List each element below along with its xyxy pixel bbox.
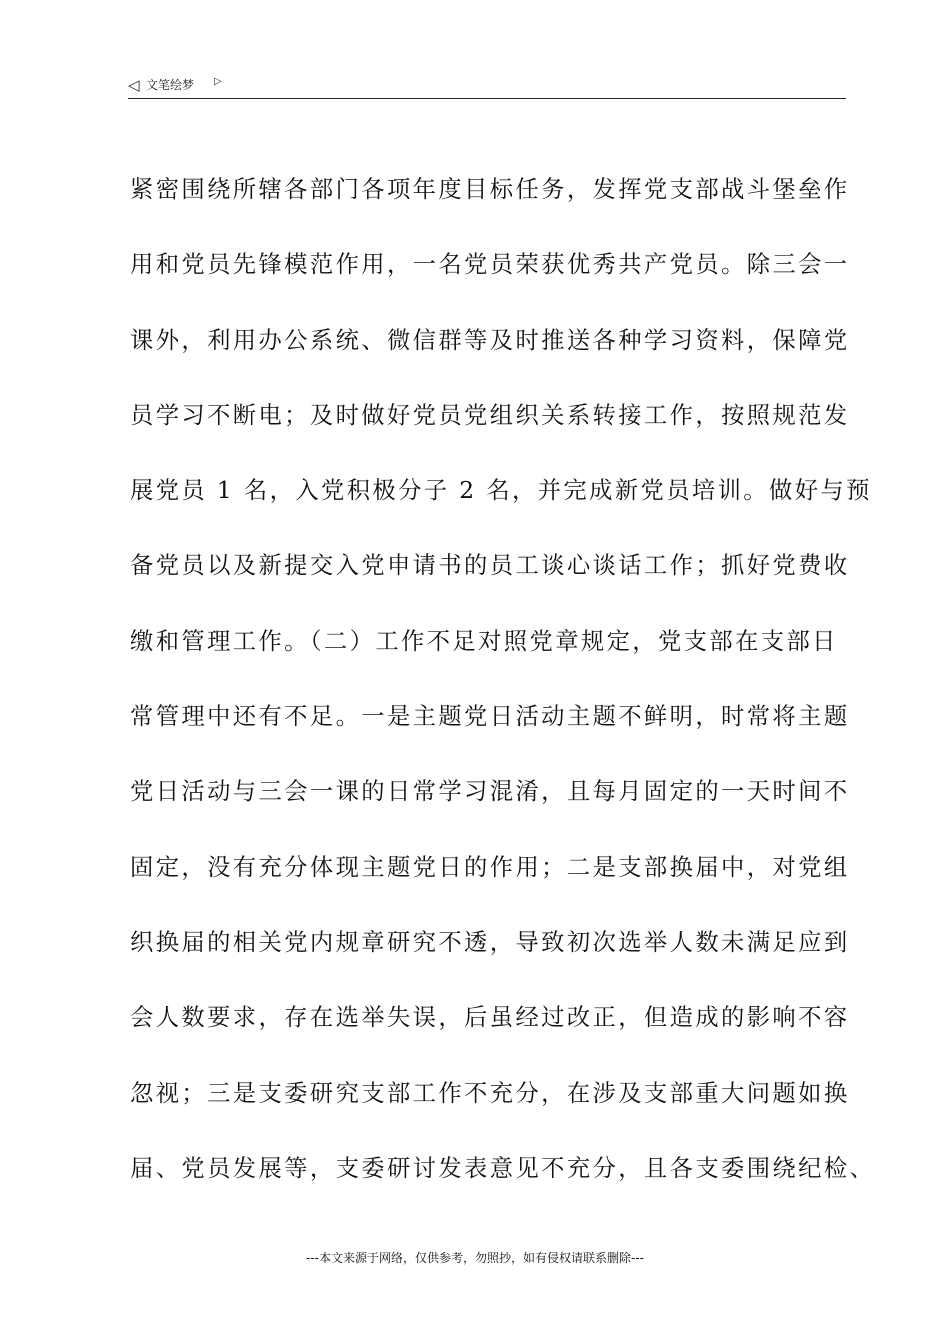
body-line: 用和党员先锋模范作用，一名党员荣获优秀共产党员。除三会一 <box>130 251 850 279</box>
header-title: 文笔绘梦 <box>146 78 195 92</box>
body-line: 会人数要求，存在选举失误，后虽经过改正，但造成的影响不容 <box>130 1004 850 1032</box>
body-line: 固定，没有充分体现主题党日的作用；二是支部换届中，对党组 <box>130 853 850 881</box>
footer-disclaimer: ---本文来源于网络，仅供参考，勿照抄，如有侵权请联系删除--- <box>306 1251 644 1265</box>
body-line: 党日活动与三会一课的日常学习混淆，且每月固定的一天时间不 <box>130 778 850 806</box>
body-line: 课外，利用办公系统、微信群等及时推送各种学习资料，保障党 <box>130 326 850 354</box>
body-line: 员学习不断电；及时做好党员党组织关系转接工作，按照规范发 <box>130 401 850 429</box>
page-header <box>128 74 846 99</box>
body-line: 展党员 1 名，入党积极分子 2 名，并完成新党员培训。做好与预 <box>130 477 872 505</box>
triangle-left-icon: ◁ <box>128 76 140 94</box>
body-line: 忽视；三是支委研究支部工作不充分，在涉及支部重大问题如换 <box>130 1079 850 1107</box>
document-body <box>130 169 876 1223</box>
triangle-right-icon: ▷ <box>214 76 222 87</box>
body-line: 缴和管理工作。（二）工作不足对照党章规定，党支部在支部日 <box>130 627 838 655</box>
body-line: 备党员以及新提交入党申请书的员工谈心谈话工作；抓好党费收 <box>130 552 850 580</box>
body-line: 届、党员发展等，支委研讨发表意见不充分，且各支委围绕纪检、 <box>130 1154 876 1182</box>
body-line: 织换届的相关党内规章研究不透，导致初次选举人数未满足应到 <box>130 928 850 956</box>
body-line: 紧密围绕所辖各部门各项年度目标任务，发挥党支部战斗堡垒作 <box>130 176 850 203</box>
body-line: 常管理中还有不足。一是主题党日活动主题不鲜明，时常将主题 <box>130 703 850 731</box>
